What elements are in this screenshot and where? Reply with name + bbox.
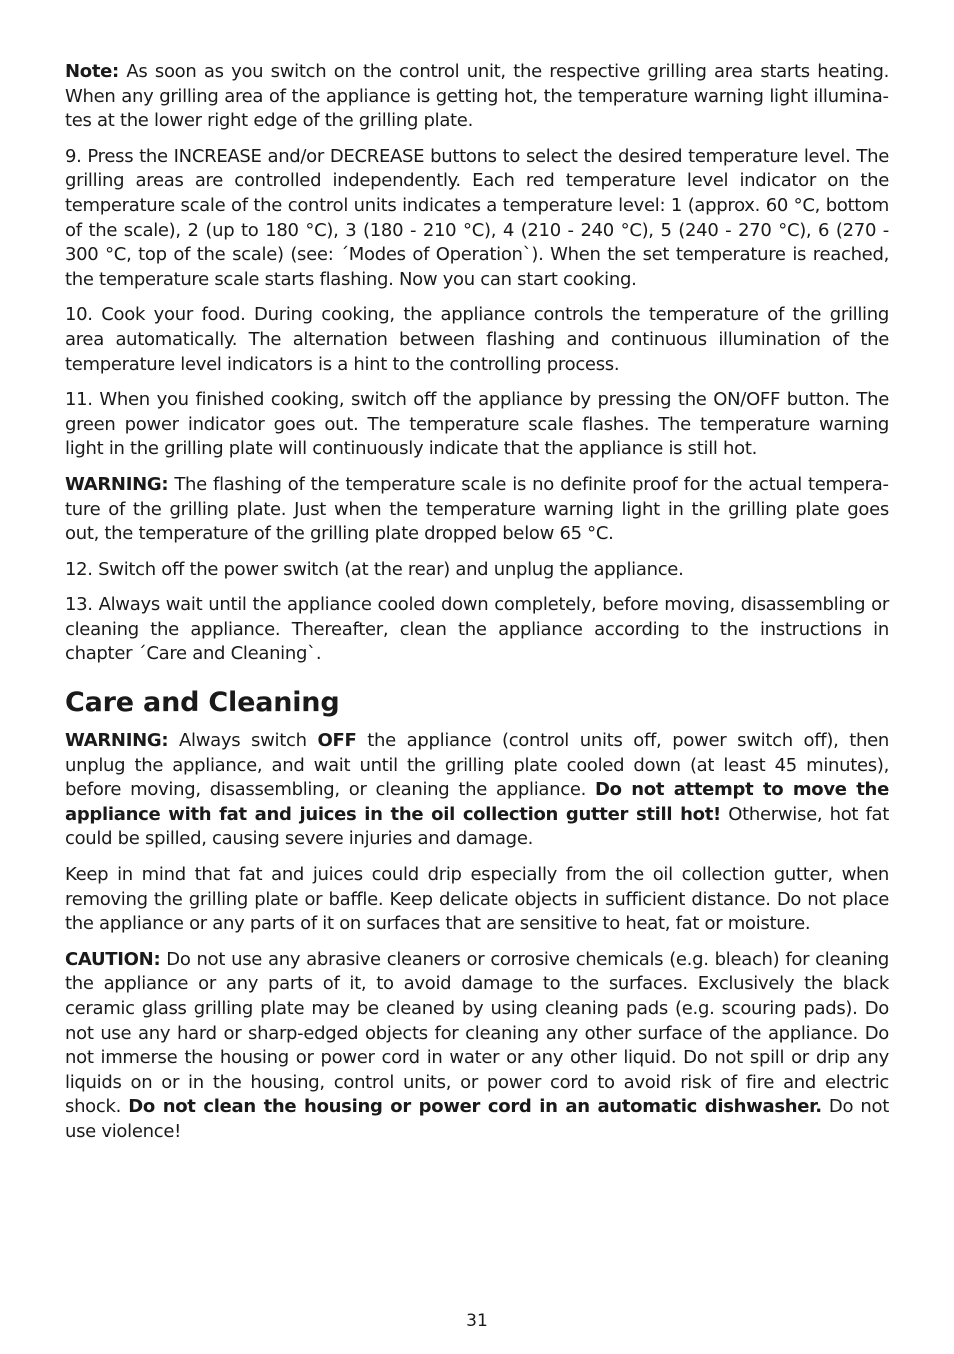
note-text: As soon as you switch on the control unit, the respective grilling area starts heating. When any grilling area of the appliance is getting hot, the temperature warning light illuminates at the lower right edge of the grilling plate.	[65, 61, 889, 132]
note-paragraph	[65, 60, 889, 134]
keep-in-mind-paragraph: Keep in mind that fat and juices could drip especially from the oil collection gutter, when removing the grilling plate or baffle. Keep delicate objects in sufficient distance. Do not place the appliance or any parts of it on surfaces that are sensitive to heat, fat or moisture.	[65, 864, 889, 935]
page-number: 31	[466, 1311, 488, 1331]
step-11: 11. When you finished cooking, switch off the appliance by pressing the ON/OFF button. The green power indicator goes out. The temperature scale flashes. The temperature warning light in the grilling plate will continuously indicate that the appliance is still hot.	[65, 389, 889, 460]
warning-label: WARNING:	[65, 473, 169, 495]
warning-text: The flashing of the temperature scale is no definite proof for the actual temperature of the grilling plate. Just when the temperature warning light in the grilling plate goes out, the temperature of the grilling plate dropped below 65 °C.	[65, 473, 889, 545]
document-page	[65, 60, 889, 1156]
caution-text-1: Do not use any abrasive cleaners or corrosive chemicals (e.g. bleach) for cleaning the appliance or any parts of it, to avoid damage to the surfaces. Exclusively the black ceramic glass grilling plate may be cleaned by using cleaning pads (e.g. scouring pads). Do not use any hard or sharp-edged objects for cleaning any other surface of the appliance. Do not immerse the housing or power cord in water or any other liquid. Do not spill or drip any liquids on or in the housing, control units, or power cord to avoid risk of fire and electric shock.	[65, 948, 889, 1118]
warning-text-2: the appliance (control units off, power switch off), then unplug the appliance, and wait until the grilling plate cooled down (at least 45 minutes), before moving, disassembling, or cleaning the appliance.	[65, 730, 889, 801]
off-emphasis: OFF	[317, 730, 357, 752]
caution-text-2: Do not use violence!	[65, 1096, 889, 1142]
warning-bold-sentence: Do not attempt to move the appliance with fat and juices in the oil collection gutter still hot!	[65, 779, 889, 825]
warning-paragraph-1	[65, 473, 889, 547]
warning-text-1: Always switch	[168, 730, 318, 752]
warning-label: WARNING:	[65, 730, 169, 752]
step-13: 13. Always wait until the appliance cooled down completely, before moving, disassembling or cleaning the appliance. Thereafter, clean the appliance according to the instructions in chapter ´Care and Cleaning`.	[65, 594, 889, 665]
section-heading-care: Care and Cleaning	[65, 687, 340, 719]
caution-paragraph	[65, 948, 889, 1145]
warning-text-3: Otherwise, hot fat could be spilled, causing severe injuries and damage.	[65, 803, 890, 850]
step-12: 12. Switch off the power switch (at the rear) and unplug the appliance.	[65, 558, 684, 580]
step-9: 9. Press the INCREASE and/or DECREASE buttons to select the desired temperature level. The grilling areas are controlled independently. Each red temperature level indicator on the temperature scale of the control units indicates a temperature level: 1 (approx. 60 °C, bottom of the scale), 2 (up to 180 °C), 3 (180 - 210 °C), 4 (210 - 240 °C), 5 (240 - 270 °C), 6 (270 - 300 °C, top of the scale) (see: ´Modes of Operation`). When the set temperature is reached, the temperature scale starts flashing. Now you can start cooking.	[65, 145, 889, 290]
warning-paragraph-2	[65, 729, 889, 852]
step-10: 10. Cook your food. During cooking, the appliance controls the temperature of the grilling area automatically. The alternation between flashing and continuous illumination of the temperature level indicators is a hint to the controlling process.	[65, 304, 889, 375]
note-label: Note:	[65, 61, 119, 82]
caution-bold-sentence: Do not clean the housing or power cord in an automatic dishwasher.	[128, 1096, 822, 1118]
caution-label: CAUTION:	[65, 948, 161, 970]
